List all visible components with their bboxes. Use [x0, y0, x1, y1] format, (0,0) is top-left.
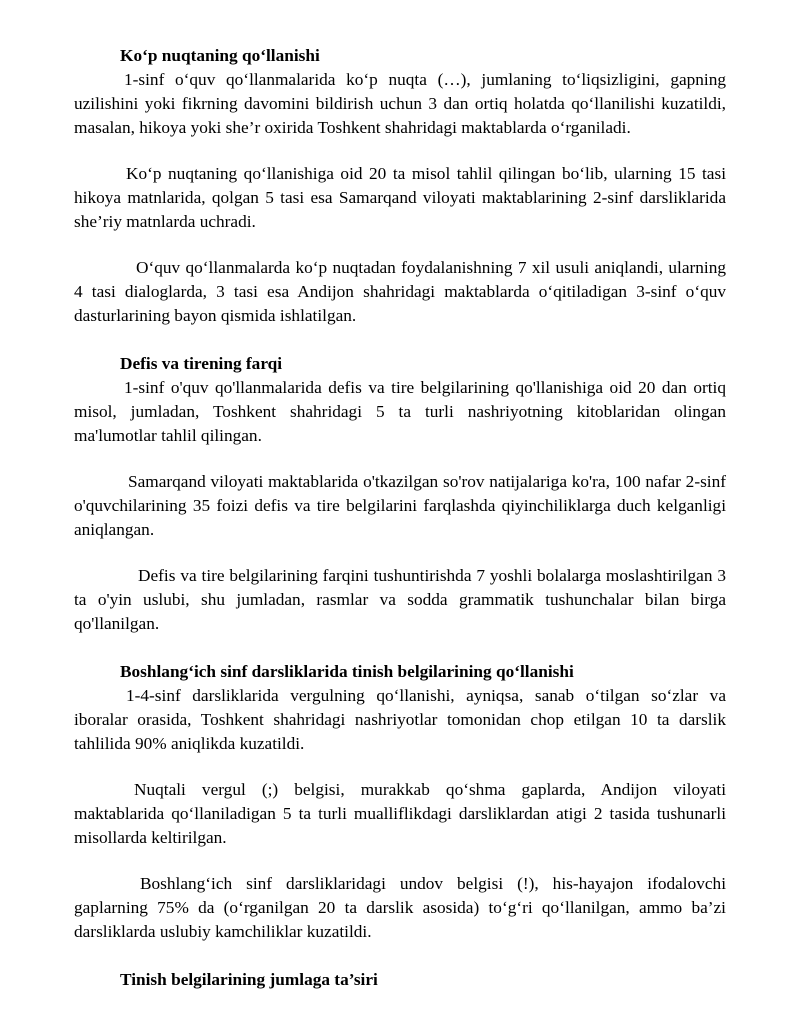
paragraph: 1-4-sinf darsliklarida vergulning qo‘llanishi, ayniqsa, sanab o‘tilgan so‘zlar va iboralar orasida, Toshkent shahridagi nashriyotlar tomonidan chop etilgan 10 ta darslik tahlilida 90% aniqlikda kuzatildi. — [74, 686, 726, 753]
section-heading: Tinish belgilarining jumlaga ta’siri — [120, 970, 378, 989]
section-heading: Ko‘p nuqtaning qo‘llanishi — [120, 46, 320, 65]
paragraph: O‘quv qo‘llanmalarda ko‘p nuqtadan foydalanishning 7 xil usuli aniqlandi, ularning 4 tasi dialoglarda, 3 tasi esa Andijon shahridagi maktablarda o‘qitiladigan 3-sinf o‘quv dasturlarining bayon qismida ishlatilgan. — [74, 258, 726, 325]
paragraph: Nuqtali vergul (;) belgisi, murakkab qo‘shma gaplarda, Andijon viloyati maktablarida qo‘llaniladigan 5 ta turli mualliflikdagi darsliklardan atigi 2 tasida tushunarli misollarda keltirilgan. — [74, 780, 726, 847]
section-heading: Boshlang‘ich sinf darsliklarida tinish belgilarining qo‘llanishi — [120, 662, 574, 681]
paragraph: Defis va tire belgilarining farqini tushuntirishda 7 yoshli bolalarga moslashtirilgan 3 ta o'yin uslubi, shu jumladan, rasmlar va sodda grammatik tushunchalar bilan birga qo'llanilgan. — [74, 566, 726, 633]
paragraph: 1-sinf o‘quv qo‘llanmalarida ko‘p nuqta (…), jumlaning to‘liqsizligini, gapning uzilishini yoki fikrning davomini bildirish uchun 3 dan ortiq holatda qo‘llanilishi kuzatildi, masalan, hikoya yoki she’r oxirida Toshkent shahridagi maktablarda o‘rganiladi. — [74, 70, 726, 137]
paragraph: Boshlang‘ich sinf darsliklaridagi undov belgisi (!), his-hayajon ifodalovchi gaplarning 75% da (o‘rganilgan 20 ta darslik asosida) to‘g‘ri qo‘llanilgan, ammo ba’zi darsliklarda uslubiy kamchiliklar kuzatildi. — [74, 874, 726, 941]
paragraph: Samarqand viloyati maktablarida o'tkazilgan so'rov natijalariga ko'ra, 100 nafar 2-sinf o'quvchilarining 35 foizi defis va tire belgilarini farqlashda qiyinchiliklarga duch kelganligi aniqlangan. — [74, 472, 726, 539]
section-heading: Defis va tirening farqi — [120, 354, 283, 373]
paragraph: 1-sinf o'quv qo'llanmalarida defis va tire belgilarining qo'llanishiga oid 20 dan ortiq misol, jumladan, Toshkent shahridagi 5 ta turli nashriyotning kitoblaridan olingan ma'lumotlar tahlil qilingan. — [74, 378, 726, 445]
document-page — [74, 44, 726, 992]
paragraph: Ko‘p nuqtaning qo‘llanishiga oid 20 ta misol tahlil qilingan bo‘lib, ularning 15 tasi hikoya matnlarida, qolgan 5 tasi esa Samarqand viloyati maktablarining 2-sinf darsliklarida she’riy matnlarda uchradi. — [74, 164, 726, 231]
